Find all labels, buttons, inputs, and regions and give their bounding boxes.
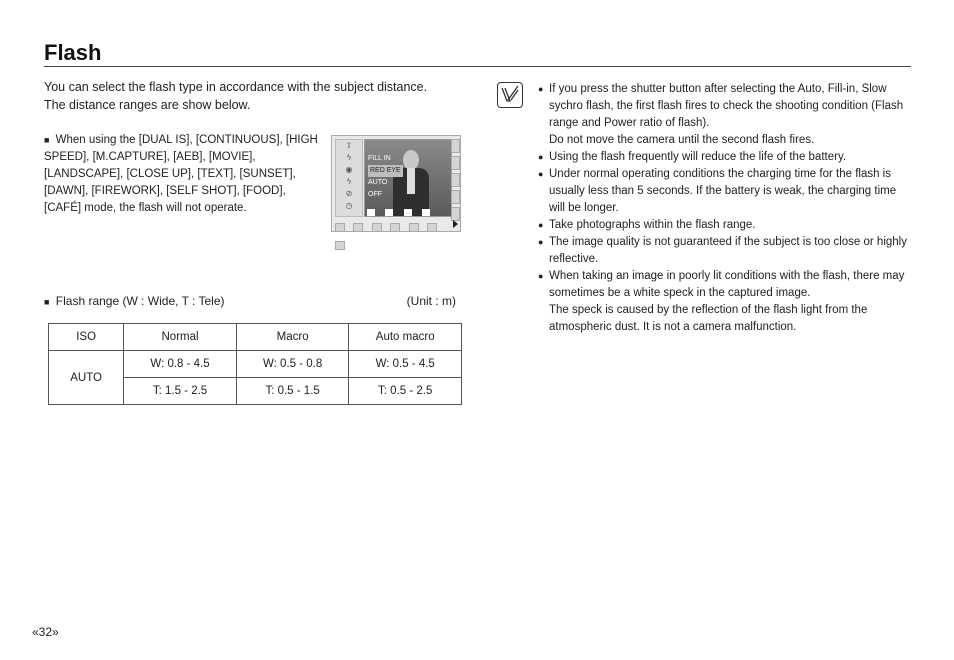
header-normal: Normal [124, 324, 237, 351]
bottom-button-6[interactable] [427, 223, 437, 232]
table-cell: T: 0.5 - 1.5 [236, 378, 349, 405]
flash-menu-auto[interactable]: AUTO [368, 179, 388, 186]
flash-off-icon: ⊘ [345, 189, 353, 198]
timer-icon: ◷ [345, 201, 353, 210]
bullet-dot-icon: ● [538, 84, 544, 94]
flash-range-text: Flash range (W : Wide, T : Tele) [55, 294, 225, 308]
note-text: When taking an image in poorly lit conditions with the flash, there may sometimes be a white speck in the captured image. [549, 270, 905, 299]
square-bullet-icon: ■ [44, 297, 50, 307]
table-cell: W: 0.8 - 4.5 [124, 351, 237, 378]
page-number: «32» [32, 625, 59, 639]
intro-line-2: The distance ranges are show below. [44, 98, 251, 112]
bullet-dot-icon: ● [538, 220, 544, 230]
play-arrow-icon [453, 220, 458, 228]
camera-icon [385, 209, 393, 216]
camera-screen [364, 139, 452, 217]
flash-menu-off[interactable]: OFF [368, 191, 382, 198]
right-button-5[interactable] [451, 207, 460, 221]
note-text: The speck is caused by the reflection of the flash light from the atmospheric dust. It is not a camera malfunction. [549, 304, 868, 333]
list-item [538, 149, 914, 166]
list-item [538, 81, 914, 149]
list-item [538, 217, 914, 234]
auto-flash-icon: ϟ [346, 177, 352, 186]
table-cell: W: 0.5 - 4.5 [349, 351, 462, 378]
note-text: Under normal operating conditions the charging time for the flash is usually less than 5 seconds. If the battery is weak, the charging time will be longer. [549, 168, 897, 214]
subject-shirt [407, 168, 415, 194]
note-text: Using the flash frequently will reduce the life of the battery. [549, 151, 847, 163]
subject-head [403, 150, 419, 170]
iso-value: AUTO [49, 351, 124, 405]
bullet-dot-icon: ● [538, 169, 544, 179]
flash-icon: ϟ [346, 153, 352, 162]
note-text: Take photographs within the flash range. [549, 219, 756, 231]
bottom-button-5[interactable] [409, 223, 419, 232]
camera-lcd-illustration [331, 135, 461, 232]
header-iso: ISO [49, 324, 124, 351]
camera-right-buttons [451, 139, 459, 229]
bullet-dot-icon: ● [538, 152, 544, 162]
note-text: The image quality is not guaranteed if the subject is too close or highly reflective. [549, 236, 907, 265]
modes-note [44, 132, 322, 217]
camera-left-icon-column [335, 139, 363, 217]
modes-note-text: When using the [DUAL IS], [CONTINUOUS], [HIGH SPEED], [M.CAPTURE], [AEB], [MOVIE], [LANDSCAPE], [CLOSE UP], [TEXT], [SUNSET], [DAWN], [FIREWORK], [SELF SHOT], [FOOD], [CAFÉ] mode, the flash will not operate. [44, 134, 318, 214]
bottom-button-4[interactable] [390, 223, 400, 232]
bullet-dot-icon: ● [538, 237, 544, 247]
notes-list [538, 81, 914, 336]
intro-text [44, 78, 464, 114]
header-macro: Macro [236, 324, 349, 351]
table-cell: T: 1.5 - 2.5 [124, 378, 237, 405]
tool-icon [422, 209, 430, 216]
table-header-row [49, 324, 462, 351]
flash-menu-red-eye[interactable]: RED EYE [368, 165, 403, 177]
upload-icon: ⇧ [345, 141, 353, 150]
square-bullet-icon: ■ [44, 135, 50, 145]
bottom-button-2[interactable] [353, 223, 363, 232]
table-cell: W: 0.5 - 0.8 [236, 351, 349, 378]
flash-range-table [48, 323, 462, 405]
note-pen-icon [497, 82, 523, 108]
list-item [538, 234, 914, 268]
note-text: Do not move the camera until the second flash fires. [549, 134, 815, 146]
bottom-button-7[interactable] [335, 241, 345, 250]
header-auto-macro: Auto macro [349, 324, 462, 351]
eye-icon: ◉ [345, 165, 353, 174]
note-pen-svg [498, 83, 521, 106]
mode-icon [367, 209, 375, 216]
note-text: If you press the shutter button after selecting the Auto, Fill-in, Slow sychro flash, the first flash fires to check the shooting condition (Flash range and Power ratio of flash). [549, 83, 904, 129]
title-divider [44, 66, 911, 67]
table-row [49, 351, 462, 378]
right-button-2[interactable] [451, 156, 460, 170]
list-item [538, 166, 914, 217]
table-cell: T: 0.5 - 2.5 [349, 378, 462, 405]
screen-bottom-icons [367, 204, 449, 214]
bottom-button-1[interactable] [335, 223, 345, 232]
flash-menu-fill-in[interactable]: FILL IN [368, 155, 391, 162]
unit-label: (Unit : m) [406, 294, 456, 308]
bottom-button-3[interactable] [372, 223, 382, 232]
frame-icon [404, 209, 412, 216]
camera-bottom-buttons [335, 219, 450, 229]
right-button-4[interactable] [451, 190, 460, 204]
right-button-3[interactable] [451, 173, 460, 187]
bullet-dot-icon: ● [538, 271, 544, 281]
page-title: Flash [44, 40, 102, 65]
flash-range-label [44, 294, 456, 308]
right-button-1[interactable] [451, 139, 460, 153]
flash-menu [368, 153, 403, 201]
intro-line-1: You can select the flash type in accordance with the subject distance. [44, 80, 428, 94]
list-item [538, 268, 914, 336]
